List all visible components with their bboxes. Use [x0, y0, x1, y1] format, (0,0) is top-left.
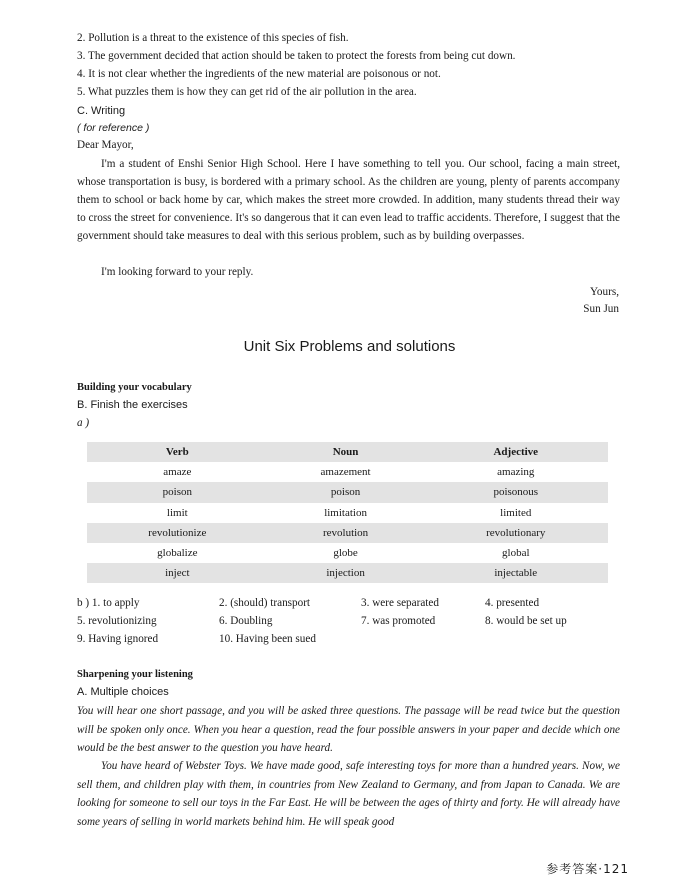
table-cell: injection — [268, 563, 424, 583]
letter-sign-off: Yours, — [589, 286, 619, 298]
table-row — [87, 503, 608, 523]
unit-title: Unit Six Problems and solutions — [243, 338, 456, 355]
answer-item-2: 2. Pollution is a threat to the existence of this species of fish. — [77, 32, 349, 44]
table-cell: poison — [87, 482, 268, 502]
letter-closing-line: I'm looking forward to your reply. — [101, 266, 254, 278]
part-a-label: a ) — [77, 417, 90, 429]
answer-item-4: 4. It is not clear whether the ingredients of the new material are poisonous or not. — [77, 68, 441, 80]
part-b-answer: 7. was promoted — [361, 615, 436, 627]
header-adjective: Adjective — [424, 442, 608, 462]
table-header-row — [87, 442, 608, 462]
part-b-answer: 4. presented — [485, 597, 540, 609]
writing-note: ( for reference ) — [77, 122, 150, 134]
instructions-text: You will hear one short passage, and you will be asked three questions. The passage will be read twice but the question will be spoken only once. When you hear a question, read the four possible answers in your paper and decide which one would be the best answer to the question you have heard. — [77, 705, 620, 754]
table-cell: limited — [500, 506, 532, 519]
table-row — [87, 482, 608, 502]
letter-signature: Sun Jun — [583, 303, 619, 315]
word-forms-table — [87, 442, 608, 583]
table-row — [87, 462, 608, 482]
table-cell: globe — [333, 547, 358, 560]
part-b-answer: 2. (should) transport — [219, 597, 311, 609]
table-row — [87, 563, 608, 583]
letter-paragraph: I'm a student of Enshi Senior High School. Here I have something to tell you. Our school, facing a main street, whose transportation is busy, is bordered with a primary school. As the children are young, plenty of parents accompany them to school or back home by car, which makes the street more crowded. In addition, many students thread their way to cross the street for convenience. It's so dangerous that it can even lead to traffic accidents. Therefore, I suggest that the government should take measures to deal with this serious problem, such as by building overpasses. — [77, 158, 620, 242]
part-b-answer: 9. Having ignored — [77, 633, 159, 645]
passage-text: You have heard of Webster Toys. We have made good, safe interesting toys for more than a hundred years. Now, we sell them, and children play with them, in countries from New Zealand to Germany, and from Japan to Canada. We are looking for someone to sell our toys in the Far East. He will be between the ages of thirty and forty. He will already have some years of selling in world markets behind him. He will speak good — [77, 760, 620, 828]
letter-body — [77, 155, 620, 245]
table-cell: global — [502, 547, 530, 560]
table-row — [87, 543, 608, 563]
table-cell: amazement — [320, 466, 371, 479]
table-cell: revolution — [268, 523, 424, 543]
table-cell: inject — [87, 563, 268, 583]
part-b-answer: 5. revolutionizing — [77, 615, 157, 627]
listening-instructions — [77, 702, 620, 758]
table-cell: globalize — [157, 547, 198, 560]
page-footer: 参考答案·121 — [546, 862, 629, 876]
listening-passage — [77, 757, 620, 831]
part-b-answer: 3. were separated — [361, 597, 439, 609]
table-cell: limitation — [324, 506, 367, 519]
part-b-answer: 10. Having been sued — [219, 633, 316, 645]
letter-salutation: Dear Mayor, — [77, 139, 134, 151]
answer-item-5: 5. What puzzles them is how they can get rid of the air pollution in the area. — [77, 86, 417, 98]
table-cell: poison — [268, 482, 424, 502]
part-b-answer: 6. Doubling — [219, 615, 273, 627]
table-cell: injectable — [424, 563, 608, 583]
table-cell: revolutionary — [424, 523, 608, 543]
table-cell: poisonous — [424, 482, 608, 502]
header-verb: Verb — [87, 442, 268, 462]
vocab-exercise-heading: B. Finish the exercises — [77, 399, 188, 411]
answer-item-3: 3. The government decided that action should be taken to protect the forests from being cut down. — [77, 50, 516, 62]
writing-heading: C. Writing — [77, 105, 126, 117]
part-b-answer: b ) 1. to apply — [77, 597, 140, 609]
part-b-answer: 8. would be set up — [485, 615, 567, 627]
vocab-section-heading: Building your vocabulary — [77, 382, 192, 393]
table-row — [87, 523, 608, 543]
listening-heading: A. Multiple choices — [77, 686, 169, 698]
table-cell: amaze — [163, 466, 192, 479]
listening-section-heading: Sharpening your listening — [77, 669, 193, 680]
table-cell: amazing — [497, 466, 535, 479]
table-cell: revolutionize — [87, 523, 268, 543]
table-cell: limit — [166, 506, 188, 519]
header-noun: Noun — [268, 442, 424, 462]
